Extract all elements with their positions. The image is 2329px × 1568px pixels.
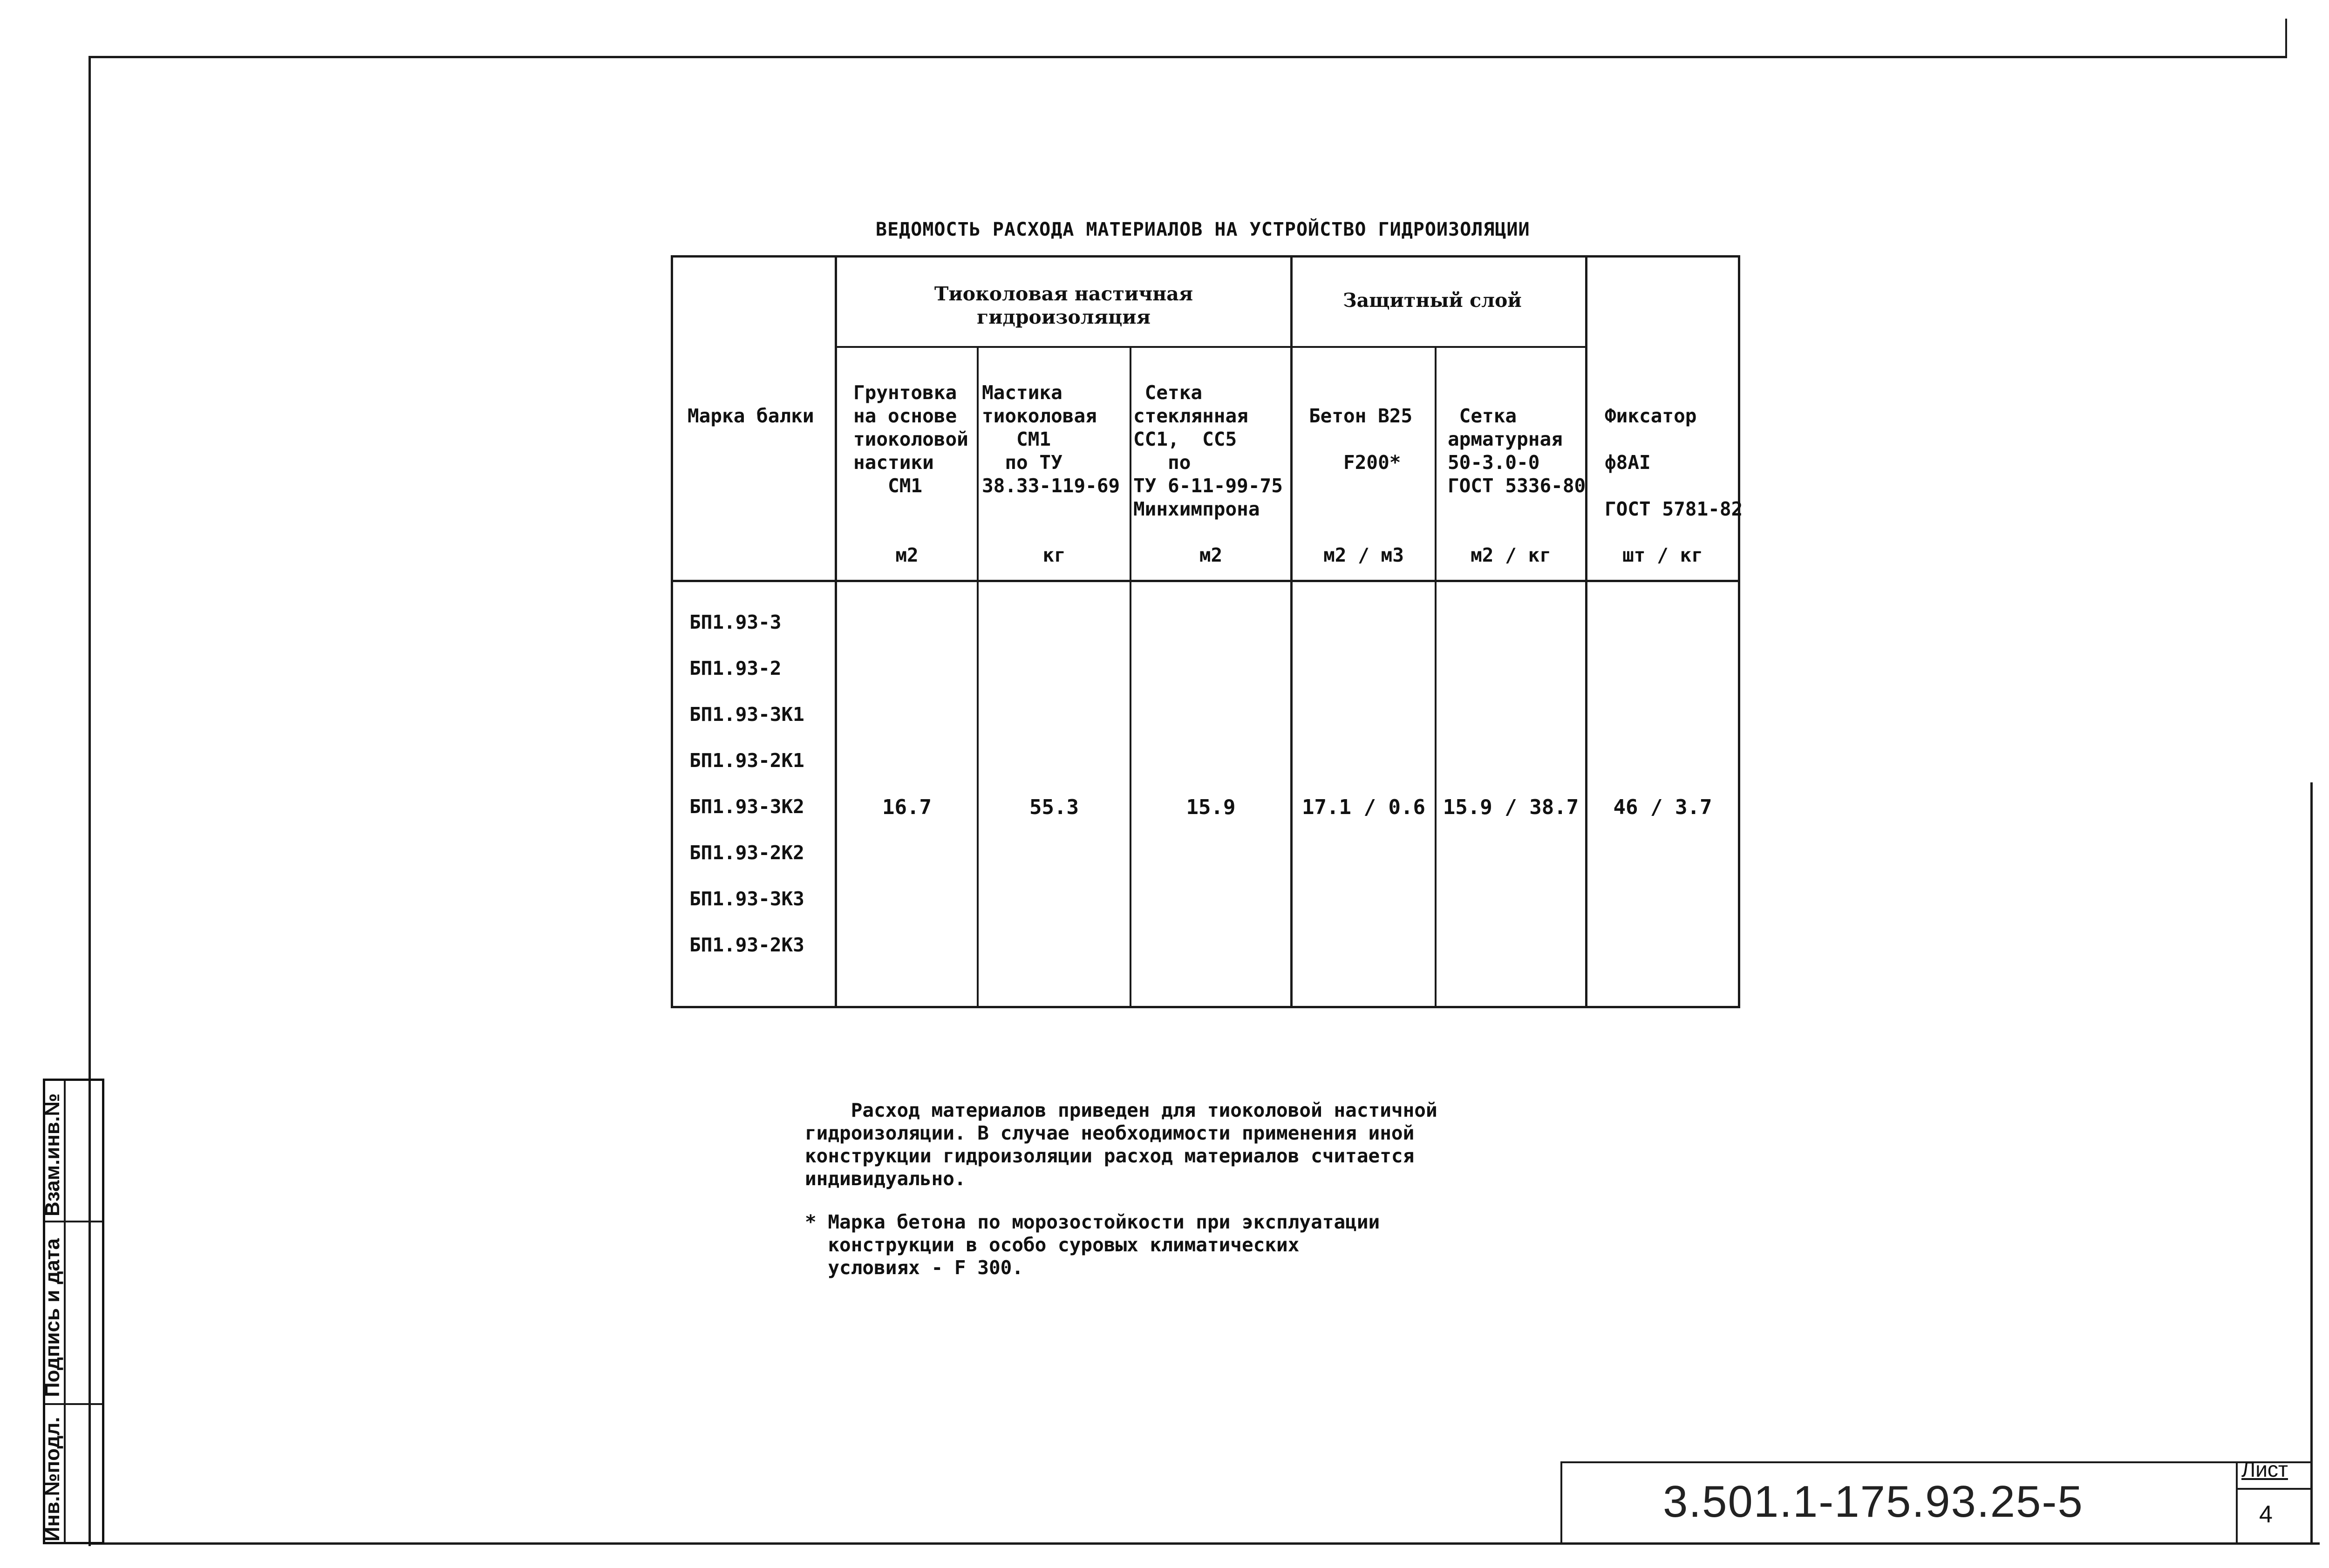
value-primer: 16.7: [882, 795, 932, 819]
frame-corner-tick: [2285, 19, 2287, 58]
header-concrete: Бетон В25 F200*: [1309, 405, 1413, 474]
note-frost-grade: * Марка бетона по морозостойкости при эксплуатации конструкции в особо суровых климатических условиях - F 300.: [805, 1211, 1380, 1279]
table-divider-header: [671, 580, 1740, 582]
table-divider-rebar: [1585, 255, 1587, 1008]
unit-concrete: м2 / м3: [1323, 544, 1404, 566]
value-mastic: 55.3: [1029, 795, 1079, 819]
value-fixer: 46 / 3.7: [1613, 795, 1712, 819]
unit-mesh: м2: [1199, 544, 1223, 566]
sheet-number: 4: [2259, 1501, 2273, 1528]
row-mark-2: БП1.93-2: [689, 657, 782, 679]
header-mastic: Мастика тиоколовая СМ1 по ТУ 38.33-119-69: [982, 381, 1120, 497]
value-concrete: 17.1 / 0.6: [1302, 795, 1425, 819]
value-mesh: 15.9: [1186, 795, 1236, 819]
unit-rebar: м2 / кг: [1471, 544, 1551, 566]
table-divider-primer: [977, 347, 979, 1008]
unit-mastic: кг: [1042, 544, 1066, 566]
document-title: ВЕДОМОСТЬ РАСХОДА МАТЕРИАЛОВ НА УСТРОЙСТВО ГИДРОИЗОЛЯЦИИ: [876, 219, 1530, 240]
side-label-sign-date: Подпись и дата: [41, 1238, 64, 1397]
header-fixer: Фиксатор ф8АI ГОСТ 5781-82: [1605, 405, 1743, 520]
table-border-top: [671, 255, 1740, 258]
table-divider-mesh: [1290, 255, 1293, 1008]
side-label-replace-inv: Взам.инв.№: [41, 1093, 64, 1216]
frame-right-line: [2310, 782, 2313, 1544]
row-mark-6: БП1.93-2К2: [689, 842, 804, 864]
header-primer: Грунтовка на основе тиоколовой настики СМ1: [853, 381, 968, 497]
row-mark-1: БП1.93-3: [689, 611, 782, 633]
sheet-label: Лист: [2241, 1457, 2288, 1481]
unit-fixer: шт / кг: [1622, 544, 1703, 566]
table-border-left: [671, 255, 673, 1008]
table-border-bottom: [671, 1006, 1740, 1008]
row-mark-5: БП1.93-3К2: [689, 795, 804, 818]
header-group-protect: Защитный слой: [1343, 289, 1522, 312]
header-group-thiokol: Тиоколовая настичная гидроизоляция: [934, 283, 1193, 328]
document-code: 3.501.1-175.93.25-5: [1663, 1477, 2084, 1527]
frame-bottom-line: [89, 1542, 2320, 1545]
table-divider-concrete: [1435, 347, 1437, 1008]
table-divider-mark: [835, 255, 837, 1008]
table-divider-group: [835, 346, 1587, 348]
row-mark-7: БП1.93-3К3: [689, 888, 804, 910]
row-mark-4: БП1.93-2К1: [689, 749, 804, 772]
header-mark: Марка балки: [688, 405, 814, 427]
unit-primer: м2: [895, 544, 919, 566]
row-mark-8: БП1.93-2К3: [689, 934, 804, 956]
table-divider-mastic: [1130, 347, 1131, 1008]
stamp-left-line: [1560, 1461, 1562, 1544]
stamp-sheet-divider: [2236, 1461, 2238, 1544]
note-materials: Расход материалов приведен для тиоколовой настичной гидроизоляции. В случае необходимости применения иной конструкции гидроизоляции расход материалов считается индивидуально.: [805, 1099, 1437, 1190]
value-rebar: 15.9 / 38.7: [1443, 795, 1579, 819]
frame-top-line: [89, 56, 2287, 58]
row-mark-3: БП1.93-3К1: [689, 703, 804, 726]
side-stamp-divider-1: [45, 1221, 102, 1222]
materials-table: [671, 255, 1743, 1008]
header-rebar: Сетка арматурная 50-3.0-0 ГОСТ 5336-80: [1448, 405, 1586, 497]
side-label-inv-no: Инв.№подл.: [41, 1417, 64, 1541]
side-stamp-divider-2: [45, 1403, 102, 1405]
stamp-top-line: [1560, 1461, 2313, 1463]
header-mesh: Сетка стеклянная СС1, СС5 по ТУ 6-11-99-75 Минхимпрона: [1133, 381, 1283, 520]
table-border-right: [1738, 255, 1740, 1008]
stamp-sheet-label-line: [2236, 1488, 2313, 1490]
